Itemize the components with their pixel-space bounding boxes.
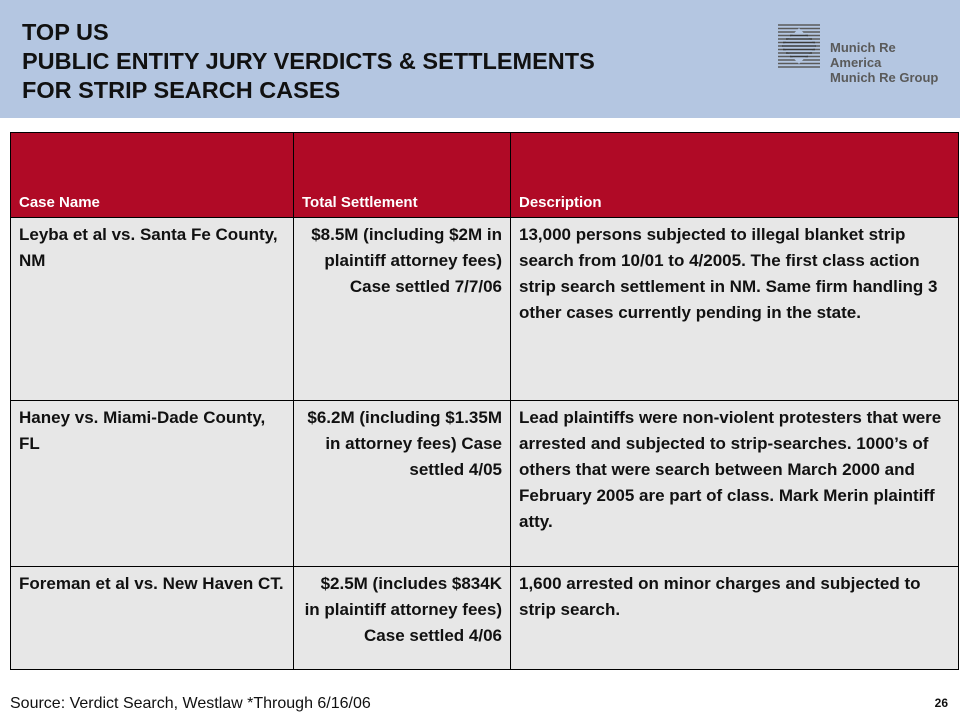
- title-line-1: TOP US: [22, 19, 109, 45]
- column-header-case-name: Case Name: [11, 133, 294, 218]
- page-title: [22, 18, 595, 105]
- logo-line-2: Munich Re Group: [830, 70, 939, 85]
- description-cell: 13,000 persons subjected to illegal blanket strip search from 10/01 to 4/2005. The first class action strip search settlement in NM. Same firm handling 3 other cases currently pending in the state.: [511, 218, 959, 401]
- table-row: [11, 401, 959, 567]
- logo-text: [830, 40, 946, 85]
- source-note: Source: Verdict Search, Westlaw *Through 6/16/06: [10, 695, 371, 712]
- case-name-cell: Foreman et al vs. New Haven CT.: [11, 567, 294, 670]
- description-cell: 1,600 arrested on minor charges and subjected to strip search.: [511, 567, 959, 670]
- case-name-cell: Haney vs. Miami-Dade County, FL: [11, 401, 294, 567]
- logo-line-1: Munich Re America: [830, 40, 896, 70]
- page-number: 26: [934, 696, 948, 710]
- table-header-row: [11, 133, 959, 218]
- settlement-cell: $6.2M (including $1.35M in attorney fees) Case settled 4/05: [294, 401, 511, 567]
- settlement-cell: $8.5M (including $2M in plaintiff attorney fees) Case settled 7/7/06: [294, 218, 511, 401]
- column-header-total-settlement: Total Settlement: [294, 133, 511, 218]
- settlements-table: [10, 132, 959, 670]
- table-row: [11, 218, 959, 401]
- header-band: [0, 0, 960, 118]
- case-name-cell: Leyba et al vs. Santa Fe County, NM: [11, 218, 294, 401]
- munich-re-logo-icon: [776, 22, 822, 70]
- company-logo: [776, 22, 946, 85]
- table-row: [11, 567, 959, 670]
- title-line-3: FOR STRIP SEARCH CASES: [22, 77, 341, 103]
- settlement-cell: $2.5M (includes $834K in plaintiff attorney fees) Case settled 4/06: [294, 567, 511, 670]
- description-cell: Lead plaintiffs were non-violent protesters that were arrested and subjected to strip-searches. 1000’s of others that were search between March 2000 and February 2005 are part of class. Mark Merin plaintiff atty.: [511, 401, 959, 567]
- title-line-2: PUBLIC ENTITY JURY VERDICTS & SETTLEMENTS: [22, 48, 595, 74]
- column-header-description: Description: [511, 133, 959, 218]
